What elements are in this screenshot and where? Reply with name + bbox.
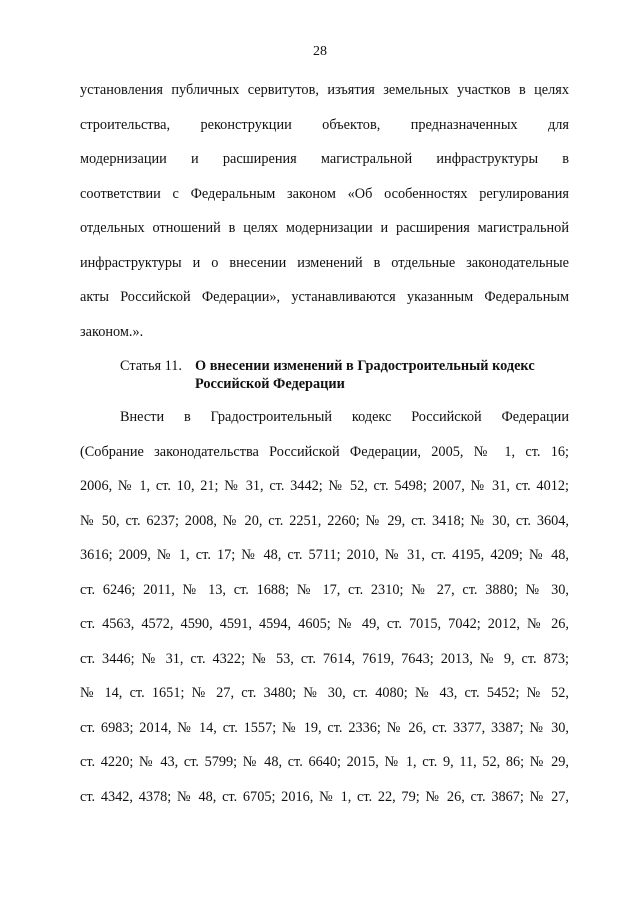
paragraph-line: строительства, реконструкции объектов, предназначенных для: [80, 116, 569, 133]
paragraph-line: ст. 6246; 2011, № 13, ст. 1688; № 17, ст. 2310; № 27, ст. 3880; № 30,: [80, 581, 569, 598]
paragraph-line: № 14, ст. 1651; № 27, ст. 3480; № 30, ст. 4080; № 43, ст. 5452; № 52,: [80, 685, 569, 701]
paragraph-line: № 50, ст. 6237; 2008, № 20, ст. 2251, 2260; № 29, ст. 3418; № 30, ст. 3604,: [80, 512, 569, 529]
article-title-line: О внесении изменений в Градостроительный кодекс: [195, 358, 535, 374]
paragraph-line: ст. 3446; № 31, ст. 4322; № 53, ст. 7614, 7619, 7643; 2013, № 9, ст. 873;: [80, 650, 569, 667]
paragraph-line: ст. 4220; № 43, ст. 5799; № 48, ст. 6640; 2015, № 1, ст. 9, 11, 52, 86; № 29,: [80, 754, 569, 770]
paragraph-line: инфраструктуры и о внесении изменений в отдельные законодательные: [80, 254, 569, 271]
page-number: 28: [313, 44, 327, 59]
paragraph-line: законом.».: [80, 323, 144, 340]
article-title: [195, 357, 570, 393]
paragraph-line: ст. 4342, 4378; № 48, ст. 6705; 2016, № 1, ст. 22, 79; № 26, ст. 3867; № 27,: [80, 788, 569, 805]
paragraph-line: акты Российской Федерации», устанавливаются указанным Федеральным: [80, 289, 569, 305]
paragraph-line: модернизации и расширения магистральной инфраструктуры в: [80, 151, 569, 167]
article-label: Статья 11.: [120, 358, 183, 374]
paragraph-line: установления публичных сервитутов, изъятия земельных участков в целях: [80, 82, 569, 98]
paragraph-line: отдельных отношений в целях модернизации и расширения магистральной: [80, 220, 569, 236]
paragraph-line: ст. 6983; 2014, № 14, ст. 1557; № 19, ст. 2336; № 26, ст. 3377, 3387; № 30,: [80, 719, 569, 736]
paragraph-line: ст. 4563, 4572, 4590, 4591, 4594, 4605; № 49, ст. 7015, 7042; 2012, № 26,: [80, 616, 569, 632]
paragraph-line: 2006, № 1, ст. 10, 21; № 31, ст. 3442; № 52, ст. 5498; 2007, № 31, ст. 4012;: [80, 478, 569, 494]
article-title-line: Российской Федерации: [195, 376, 345, 392]
paragraph-line: (Собрание законодательства Российской Федерации, 2005, № 1, ст. 16;: [80, 443, 569, 460]
paragraph-continuation: [80, 73, 569, 349]
article-body: [80, 400, 569, 814]
paragraph-line: соответствии с Федеральным законом «Об особенностях регулирования: [80, 185, 569, 202]
paragraph-line: 3616; 2009, № 1, ст. 17; № 48, ст. 5711; 2010, № 31, ст. 4195, 4209; № 48,: [80, 547, 569, 563]
paragraph-line: Внести в Градостроительный кодекс Российской Федерации: [120, 409, 569, 425]
